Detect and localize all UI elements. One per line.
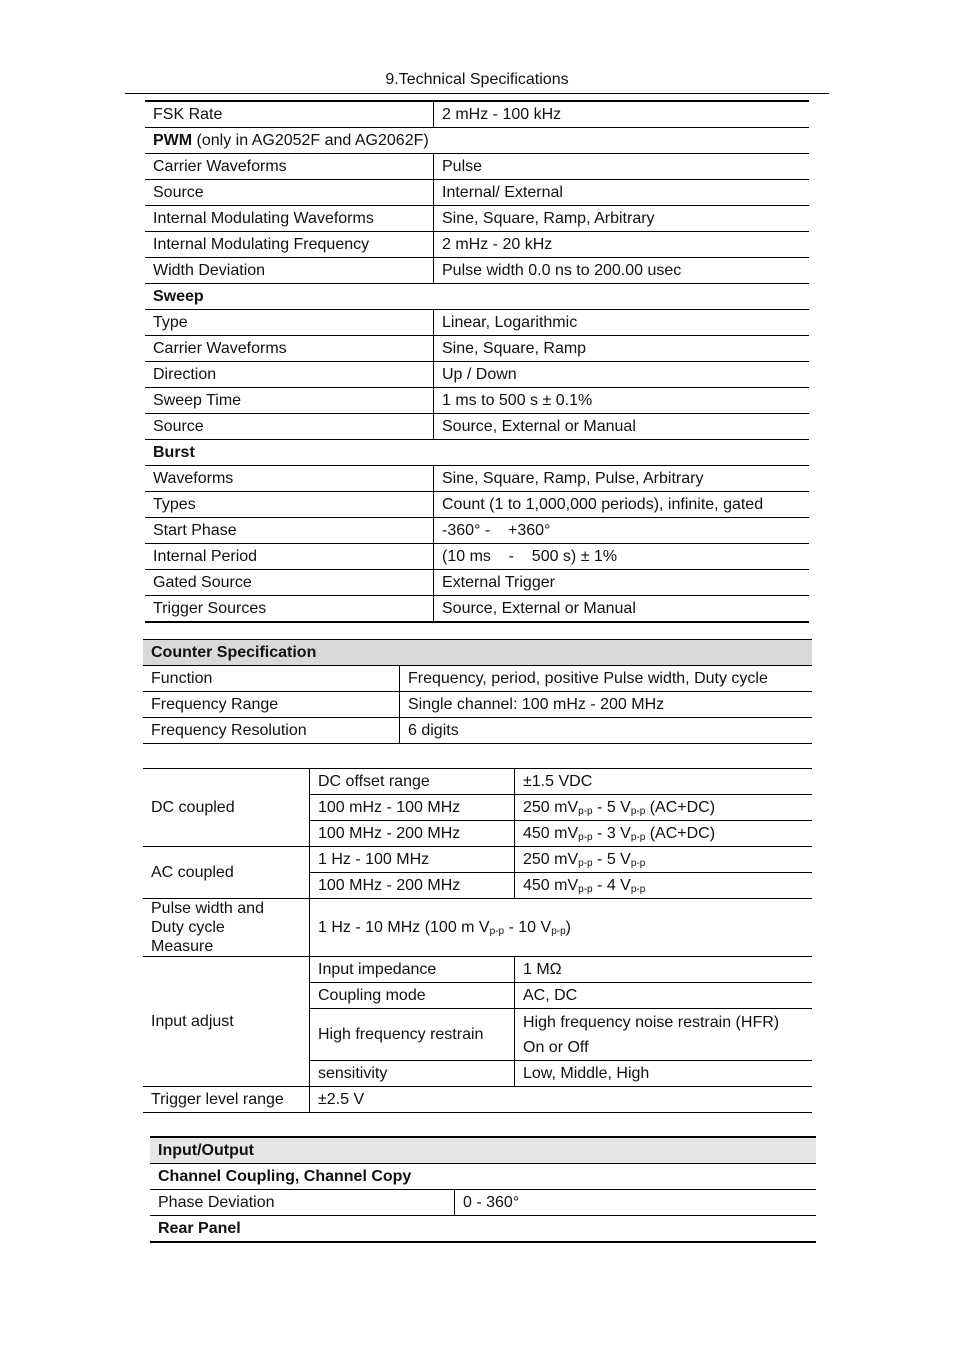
spec-value: 1 MΩ [515,957,813,983]
table-row [145,388,809,414]
spec-label: Type [145,310,434,336]
label-line: Pulse width and [151,900,264,917]
coupling-spec-table [143,768,812,1113]
subscript: p-p [578,883,593,895]
table-row [143,666,812,692]
header-rule [125,93,829,94]
group-label-input-adjust: Input adjust [143,957,310,1087]
table-row [150,1190,816,1216]
spec-label: Coupling mode [310,983,515,1009]
table-row [145,180,809,206]
section-title: Sweep [153,287,204,305]
value-part: 250 mV [523,850,579,868]
spec-value: Linear, Logarithmic [434,310,810,336]
value-part: (AC+DC) [645,824,716,842]
table-row [143,718,812,744]
spec-value: 2 mHz - 20 kHz [434,232,810,258]
table-row [143,1087,812,1113]
counter-spec-table [143,639,812,744]
value-part: 450 mV [523,824,579,842]
table-row [145,154,809,180]
section-header-sweep [145,284,809,310]
value-line: On or Off [523,1038,589,1056]
spec-value [515,873,813,899]
spec-label: Trigger Sources [145,596,434,623]
spec-label: Start Phase [145,518,434,544]
spec-value [515,821,813,847]
spec-value: Up / Down [434,362,810,388]
table-row [150,1164,816,1190]
table-row [145,310,809,336]
spec-value: (10 ms - 500 s) ± 1% [434,544,810,570]
spec-label: sensitivity [310,1061,515,1087]
table-row [143,957,812,983]
subscript: p-p [578,857,593,869]
spec-label: Input impedance [310,957,515,983]
spec-label: Gated Source [145,570,434,596]
spec-value: 1 ms to 500 s ± 0.1% [434,388,810,414]
spec-label: Waveforms [145,466,434,492]
spec-value: Count (1 to 1,000,000 periods), infinite, gated [434,492,810,518]
spec-value: Sine, Square, Ramp, Arbitrary [434,206,810,232]
spec-value: ±2.5 V [310,1087,813,1113]
spec-label: 1 Hz - 100 MHz [310,847,515,873]
table-row [145,518,809,544]
spec-value [515,847,813,873]
section-header-io [150,1137,816,1164]
value-part: - 5 V [592,850,631,868]
table-row [145,492,809,518]
value-part: 450 mV [523,876,579,894]
io-spec-table [150,1136,816,1243]
section-title: Counter Specification [143,640,812,666]
subscript: p-p [551,925,566,937]
spec-label: Source [145,414,434,440]
spec-label: 100 MHz - 200 MHz [310,821,515,847]
value-part: ) [565,918,571,936]
subscript: p-p [630,883,646,895]
table-row [145,596,809,623]
table-row [145,544,809,570]
spec-value: Pulse width 0.0 ns to 200.00 usec [434,258,810,284]
spec-label: Internal Modulating Frequency [145,232,434,258]
spec-value: Source, External or Manual [442,599,636,617]
value-part: - 10 V [504,918,552,936]
value-part: 250 mV [523,798,579,816]
spec-value: Low, Middle, High [515,1061,813,1087]
subsection-title: Channel Coupling, Channel Copy [158,1167,412,1185]
spec-value: Internal/ External [434,180,810,206]
spec-value: External Trigger [434,570,810,596]
modulation-spec-table [145,100,809,623]
section-title: PWM [153,131,193,149]
subsection-title: Rear Panel [158,1219,241,1237]
spec-label: DC offset range [310,769,515,795]
spec-label: FSK Rate [145,101,434,128]
section-header-burst [145,440,809,466]
spec-value: Frequency, period, positive Pulse width, Duty cycle [400,666,813,692]
page-header: 9.Technical Specifications [385,71,569,88]
spec-value: Pulse [434,154,810,180]
table-row [150,1216,816,1243]
group-label-trigger-level: Trigger level range [143,1087,310,1113]
spec-value: -360° - +360° [434,518,810,544]
spec-value: 6 digits [400,718,813,744]
spec-value: Sine, Square, Ramp [434,336,810,362]
spec-label: Frequency Range [143,692,400,718]
spec-value: Sine, Square, Ramp, Pulse, Arbitrary [434,466,810,492]
value-part: - 5 V [592,798,631,816]
group-label-pulse-width [143,899,310,957]
table-row [145,466,809,492]
subscript: p-p [578,805,593,817]
value-part: (AC+DC) [645,798,716,816]
label-line: Duty cycle [151,919,225,936]
spec-label: Frequency Resolution [143,718,400,744]
spec-value: Single channel: 100 mHz - 200 MHz [400,692,813,718]
section-title: Input/Output [150,1137,816,1164]
spec-label: Sweep Time [145,388,434,414]
spec-label: Internal Period [145,544,434,570]
spec-label: Carrier Waveforms [145,336,434,362]
table-row [145,570,809,596]
spec-value: 0 - 360° [455,1190,817,1216]
section-header-pwm [145,128,809,154]
spec-value [515,1009,813,1061]
spec-label: Source [145,180,434,206]
table-row [143,899,812,957]
spec-value: Source, External or Manual [434,414,810,440]
spec-value [310,899,813,957]
spec-label: Direction [145,362,434,388]
label-line: Measure [151,938,214,955]
spec-label: Internal Modulating Waveforms [145,206,434,232]
spec-label: 100 mHz - 100 MHz [310,795,515,821]
table-row [145,232,809,258]
spec-label: Function [143,666,400,692]
table-row [145,258,809,284]
table-row [145,206,809,232]
table-row [143,769,812,795]
table-row [143,847,812,873]
value-line: High frequency noise restrain (HFR) [523,1013,780,1031]
section-note: (only in AG2052F and AG2062F) [192,131,429,149]
value-part: 1 Hz - 10 MHz (100 m V [318,918,490,936]
spec-label: High frequency restrain [310,1009,515,1061]
spec-label: Width Deviation [145,258,434,284]
subscript: p-p [630,857,646,869]
table-row [145,414,809,440]
subscript: p-p [489,925,505,937]
section-title: Burst [153,443,195,461]
spec-label: Types [145,492,434,518]
table-row [145,336,809,362]
subscript: p-p [630,831,646,843]
subscript: p-p [578,831,593,843]
group-label-ac-coupled: AC coupled [143,847,310,899]
table-row [145,101,809,128]
spec-label: Phase Deviation [150,1190,455,1216]
section-header-counter [143,640,812,666]
value-part: - 4 V [592,876,631,894]
value-part: - 3 V [592,824,631,842]
group-label-dc-coupled: DC coupled [143,769,310,847]
subscript: p-p [630,805,646,817]
spec-value: ±1.5 VDC [515,769,813,795]
spec-value: 2 mHz - 100 kHz [434,101,810,128]
table-row [145,362,809,388]
spec-label: 100 MHz - 200 MHz [310,873,515,899]
table-row [143,692,812,718]
spec-value [515,795,813,821]
spec-value: AC, DC [515,983,813,1009]
spec-label: Carrier Waveforms [145,154,434,180]
